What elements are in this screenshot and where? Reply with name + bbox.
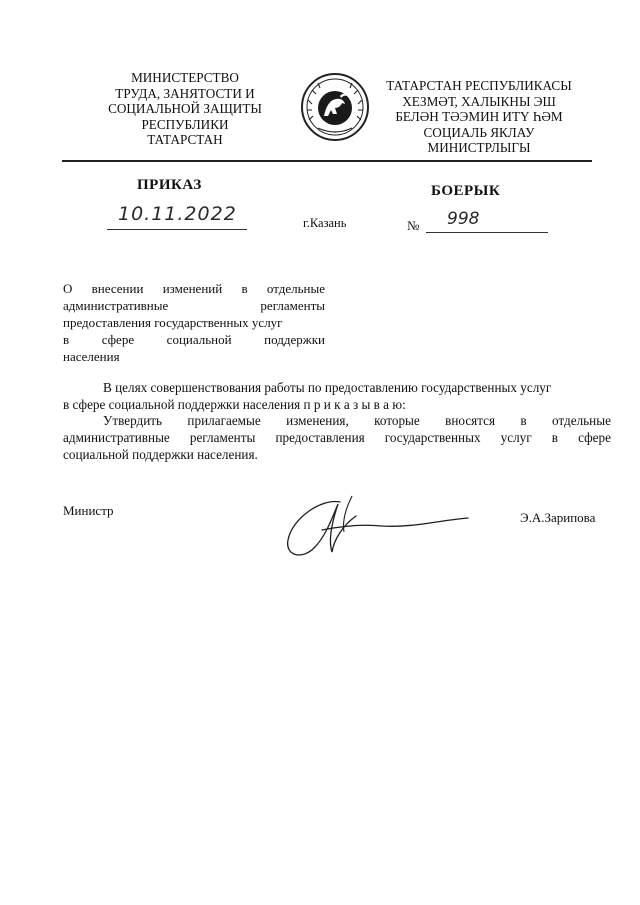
tatarstan-emblem-icon	[300, 72, 370, 142]
subject-word: изменений	[162, 281, 223, 296]
header-divider	[62, 160, 592, 162]
ministry-tt-line: МИНИСТРЛЫГЫ	[427, 140, 531, 156]
subject-line	[63, 297, 325, 314]
body-word: сфере	[578, 430, 611, 446]
ministry-ru-line: МИНИСТЕРСТВО	[131, 70, 239, 85]
body-line: в сфере социальной поддержки населения п р и к а з ы в а ю:	[63, 396, 406, 412]
order-number-label: №	[407, 218, 420, 233]
body-line: социальной поддержки населения.	[63, 446, 258, 462]
body-word: изменения,	[286, 413, 349, 429]
ministry-tt-line: СОЦИАЛЬ ЯКЛАУ	[423, 124, 535, 140]
body-line	[63, 430, 611, 447]
subject-word: регламенты	[260, 298, 325, 313]
subject-word: поддержки	[264, 332, 325, 347]
ministry-ru-line: ТАТАРСТАН	[147, 132, 223, 148]
order-city: г.Казань	[303, 216, 347, 230]
subject-word: социальной	[166, 332, 232, 347]
date-underline	[107, 229, 247, 230]
body-word: административные	[63, 430, 170, 446]
body-word: регламенты	[189, 430, 256, 446]
ministry-ru-line: СОЦИАЛЬНОЙ ЗАЩИТЫ	[108, 101, 262, 117]
order-number: 998	[447, 209, 480, 229]
subject-word: отдельные	[266, 281, 325, 296]
ministry-ru-line: РЕСПУБЛИКИ	[141, 116, 229, 132]
body-word: прилагаемые	[187, 413, 261, 429]
subject-line: предоставления государственных услуг	[63, 315, 283, 330]
body-word: которые	[374, 413, 420, 429]
order-title-ru: ПРИКАЗ	[137, 177, 202, 193]
subject-word: в	[241, 281, 248, 296]
ministry-name-tt	[372, 78, 586, 156]
signatory-position: Министр	[63, 503, 114, 518]
order-title-tt: БОЕРЫК	[431, 183, 501, 199]
ministry-tt-line: ХЕЗМӘТ, ХАЛЫКНЫ ЭШ	[402, 93, 556, 109]
body-word: отдельные	[552, 413, 611, 429]
subject-word: в	[63, 332, 70, 347]
subject-word: О	[63, 281, 73, 296]
ministry-ru-line: ТРУДА, ЗАНЯТОСТИ И	[115, 85, 255, 101]
body-word: государственных	[384, 430, 481, 446]
body-word: Утвердить	[103, 413, 163, 429]
order-body	[63, 380, 611, 464]
body-line: В целях совершенствования работы по предоставлению государственных услуг	[103, 380, 552, 395]
subject-word: административные	[63, 298, 169, 313]
order-date: 10.11.2022	[118, 203, 237, 225]
subject-line: населения	[63, 349, 120, 364]
number-underline	[426, 232, 548, 233]
body-word: предоставления	[275, 430, 365, 446]
ministry-name-ru	[92, 70, 278, 148]
subject-line	[63, 331, 325, 348]
signatory-name: Э.А.Зарипова	[520, 510, 596, 525]
order-subject	[63, 280, 325, 365]
handwritten-signature	[282, 490, 472, 565]
body-word: услуг	[500, 430, 532, 446]
subject-line	[63, 280, 325, 297]
subject-word: сфере	[101, 332, 135, 347]
ministry-tt-line: ТАТАРСТАН РЕСПУБЛИКАСЫ	[386, 78, 572, 93]
body-word: вносятся	[445, 413, 496, 429]
ministry-tt-line: БЕЛӘН ТӘЭМИН ИТҮ ҺӘМ	[395, 109, 563, 125]
body-line	[63, 413, 611, 430]
subject-word: внесении	[91, 281, 144, 296]
body-word: в	[520, 413, 527, 429]
body-word: в	[551, 430, 558, 446]
